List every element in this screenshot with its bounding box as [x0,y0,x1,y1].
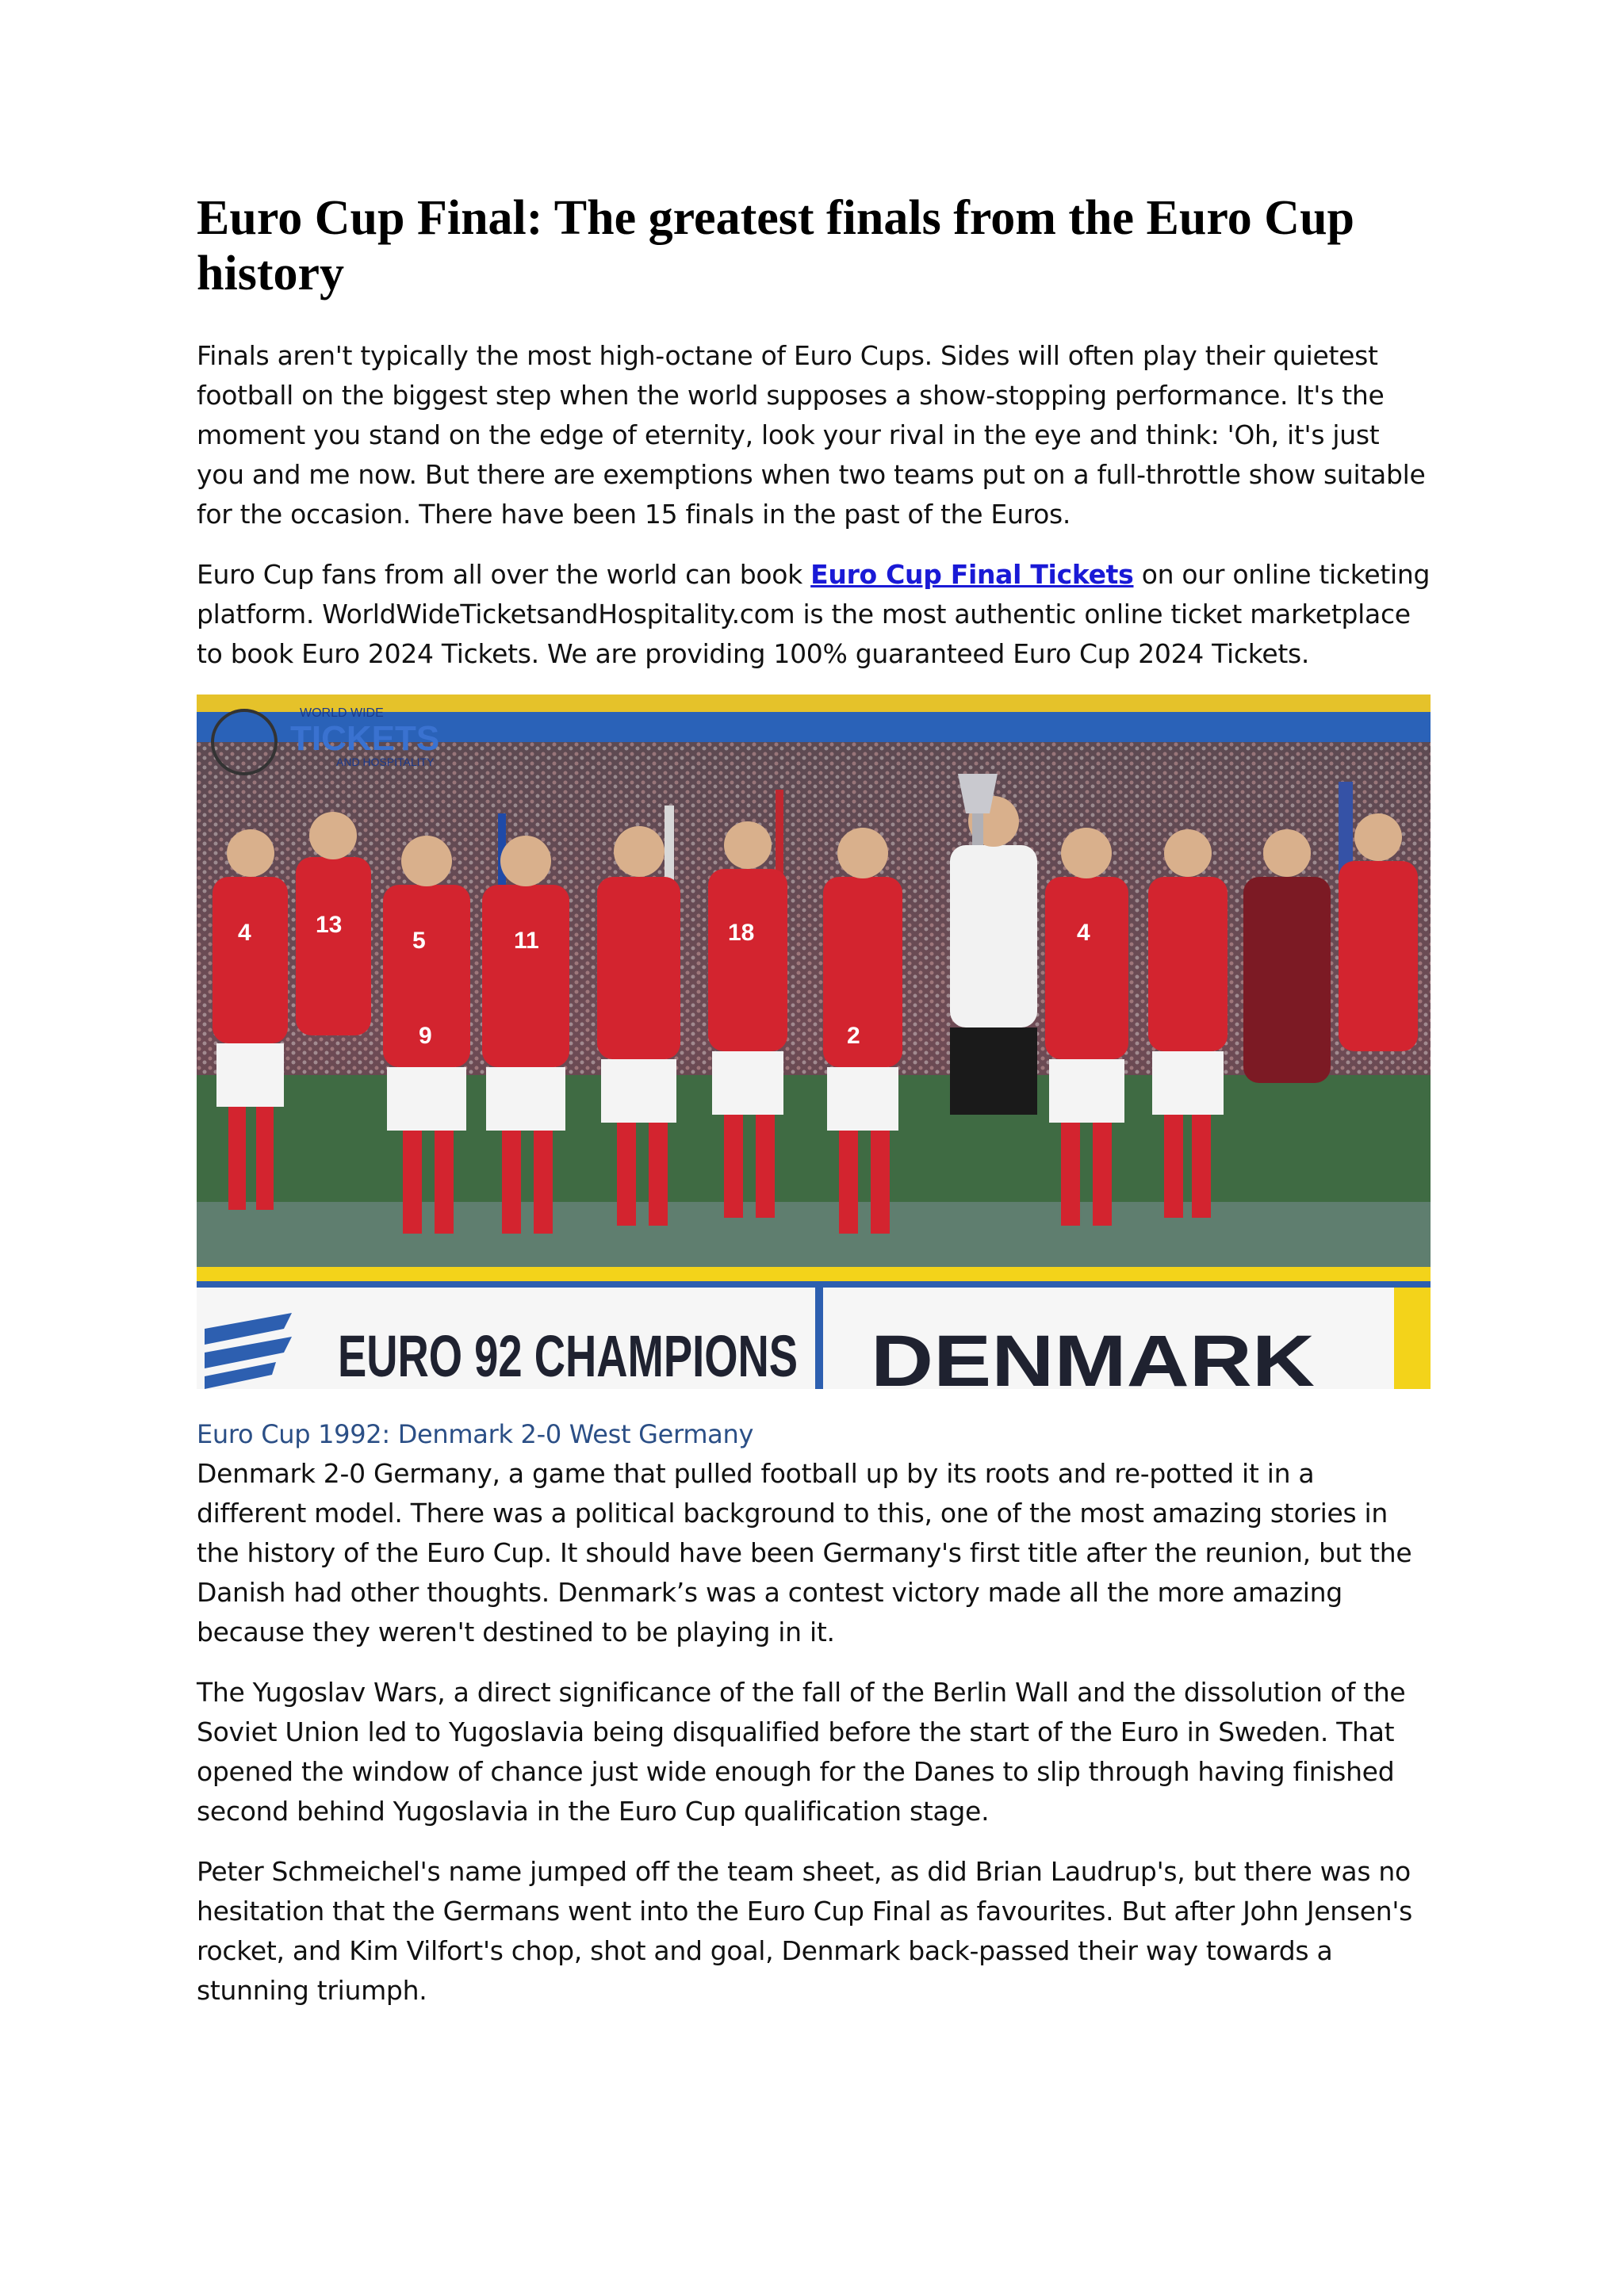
logo-top-text: WORLD WIDE [300,706,384,720]
jersey-number: 4 [1077,920,1090,946]
page-title: Euro Cup Final: The greatest finals from the Euro Cup history [197,191,1355,300]
jersey-number: 11 [514,928,539,954]
denmark-champions-photo [197,695,1431,1389]
euro-cup-final-tickets-link[interactable]: Euro Cup Final Tickets [810,559,1134,590]
document-page [197,190,1431,2031]
section-heading: Euro Cup 1992: Denmark 2-0 West Germany [197,1419,754,1449]
promo-text-after: on our online ticketing platform. WorldWideTicketsandHospitality.com is the most authentic online ticket marketplace to book Euro 2024 Tickets. We are providing 100% guaranteed Euro Cup 2024 Tickets. [197,559,1431,669]
logo-main-text: TICKETS [290,719,440,758]
body-paragraph: The Yugoslav Wars, a direct significance of the fall of the Berlin Wall and the dissolution of the Soviet Union led to Yugoslavia being disqualified before the start of the Euro in Sweden. That opened the window of chance just wide enough for the Danes to slip through having finished second behind Yugoslavia in the Euro Cup qualification stage. [197,1677,1406,1827]
jersey-number: 9 [419,1023,432,1049]
jersey-number: 2 [847,1023,860,1049]
body-paragraph: Peter Schmeichel's name jumped off the team sheet, as did Brian Laudrup's, but there was no hesitation that the Germans went into the Euro Cup Final as favourites. But after John Jensen's rocket, and Kim Vilfort's chop, shot and goal, Denmark back-passed their way towards a stunning triumph. [197,1856,1413,2006]
jersey-number: 13 [316,912,343,938]
promo-paragraph [197,555,1431,674]
jersey-number: 4 [238,920,251,946]
banner-euro92-champions: EURO 92 CHAMPIONS [338,1323,798,1389]
banner-denmark: DENMARK [871,1321,1315,1389]
jersey-number: 5 [412,928,426,954]
logo-sub-text: AND HOSPITALITY [336,756,435,768]
jersey-number: 18 [728,920,755,946]
body-paragraph: Denmark 2-0 Germany, a game that pulled football up by its roots and re-potted it in a different model. There was a political background to this, one of the most amazing stories in the history of the Euro Cup. It should have been Germany's first title after the reunion, but the Danish had other thoughts. Denmark’s was a contest victory made all the more amazing because they weren't destined to be playing in it. [197,1458,1412,1647]
intro-paragraph: Finals aren't typically the most high-octane of Euro Cups. Sides will often play their quietest football on the biggest step when the world supposes a show-stopping performance. It's the moment you stand on the edge of eternity, look your rival in the eye and think: 'Oh, it's just you and me now. But there are exemptions when two teams put on a full-throttle show suitable for the occasion. There have been 15 finals in the past of the Euros. [197,340,1426,530]
promo-text-before: Euro Cup fans from all over the world can book [197,559,811,590]
